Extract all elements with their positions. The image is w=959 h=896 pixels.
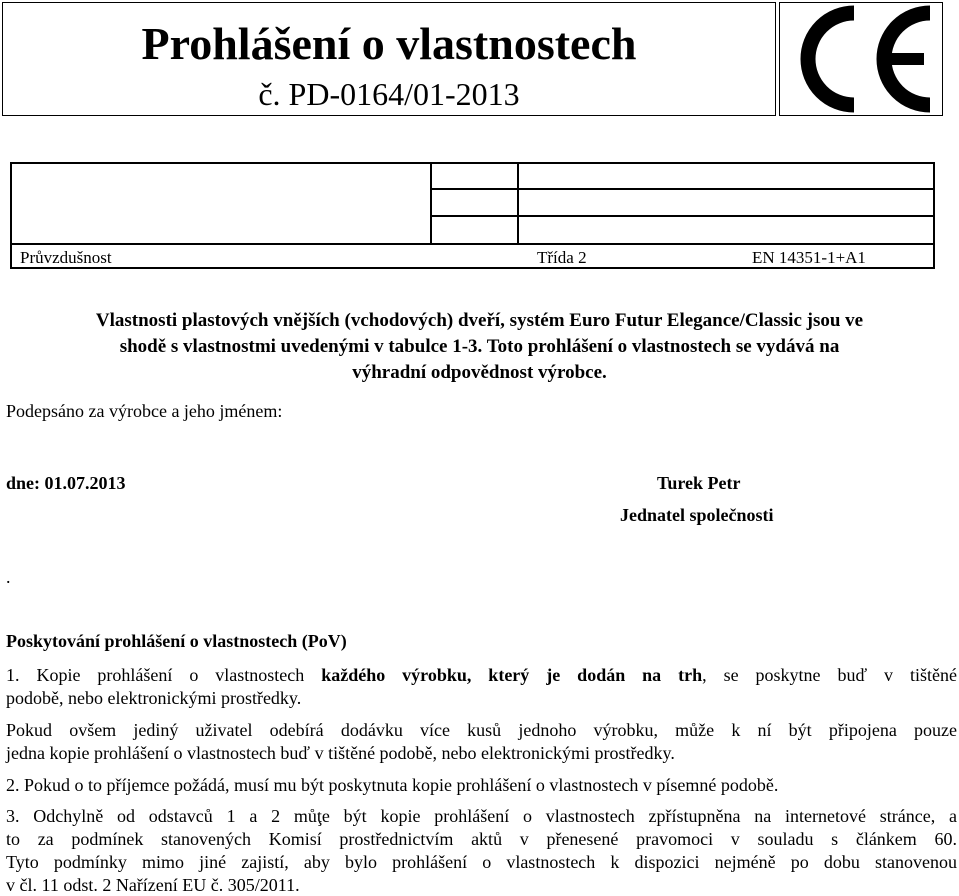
pov-p2-line1: Pokud ovšem jediný uživatel odebírá dodávku více kusů jednoho výrobku, může k ní být připojena pouze <box>6 720 957 740</box>
pov-p1-start: 1. Kopie prohlášení o vlastnostech <box>6 665 322 685</box>
title-box <box>2 2 776 116</box>
table-vline <box>430 162 432 245</box>
signatory-name: Turek Petr <box>657 473 741 493</box>
table-vline <box>517 162 519 245</box>
standard-cell: EN 14351-1+A1 <box>752 248 866 267</box>
pov-p1-line2: podobě, nebo elektronickými prostředky. <box>6 688 302 708</box>
pov-heading: Poskytování prohlášení o vlastnostech (PoV) <box>6 631 347 651</box>
signed-by-label: Podepsáno za výrobce a jeho jménem: <box>6 401 283 421</box>
pov-p4-line1: 3. Odchylně od odstavců 1 a 2 můţe být kopie prohlášení o vlastnostech zpřístupněna na internetové stránce, a <box>6 806 957 826</box>
statement-line: výhradní odpovědnost výrobce. <box>352 362 607 383</box>
signatory-role: Jednatel společnosti <box>620 505 774 525</box>
pov-p2-line2: jedna kopie prohlášení o vlastnostech buď v tištěné podobě, nebo elektronickými prostředky. <box>6 743 675 763</box>
performance-cell: Třída 2 <box>537 248 587 267</box>
pov-p1-end: , se poskytne buď v tištěné <box>702 665 957 685</box>
document-title: Prohlášení o vlastnostech <box>141 18 637 69</box>
document-number: č. PD-0164/01-2013 <box>258 76 520 112</box>
statement-line: Vlastnosti plastových vnějších (vchodových) dveří, systém Euro Futur Elegance/Classic jsou ve <box>95 310 864 331</box>
table-hline <box>430 215 935 217</box>
date-label: dne: 01.07.2013 <box>6 473 126 493</box>
pov-p4-line3: Tyto podmínky mimo jiné zajistí, aby bylo prohlášení o vlastnostech k dispozici nejméně po dobu stanovenou <box>6 852 957 872</box>
ce-logo-box <box>779 2 943 116</box>
pov-p1-bold: každého výrobku, který je dodán na trh <box>321 665 703 685</box>
pov-paragraph-2: 2. Pokud o to příjemce požádá, musí mu být poskytnuta kopie prohlášení o vlastnostech v písemné podobě. <box>6 775 779 795</box>
table-hline <box>430 188 935 190</box>
ce-mark-icon <box>780 3 942 115</box>
dot-mark: . <box>6 567 11 587</box>
statement-line: shodě s vlastnostmi uvedenými v tabulce 1-3. Toto prohlášení o vlastnostech se vydává na <box>119 336 840 357</box>
pov-paragraph-1 <box>6 664 957 686</box>
table-hline <box>10 243 935 245</box>
pov-p4-line2: to za podmínek stanovených Komisí prostřednictvím aktů v přenesené pravomoci v souladu s článkem 60. <box>6 829 957 849</box>
pov-p4-line4: v čl. 11 odst. 2 Nařízení EU č. 305/2011. <box>6 875 300 895</box>
property-cell: Průvzdušnost <box>20 248 112 267</box>
